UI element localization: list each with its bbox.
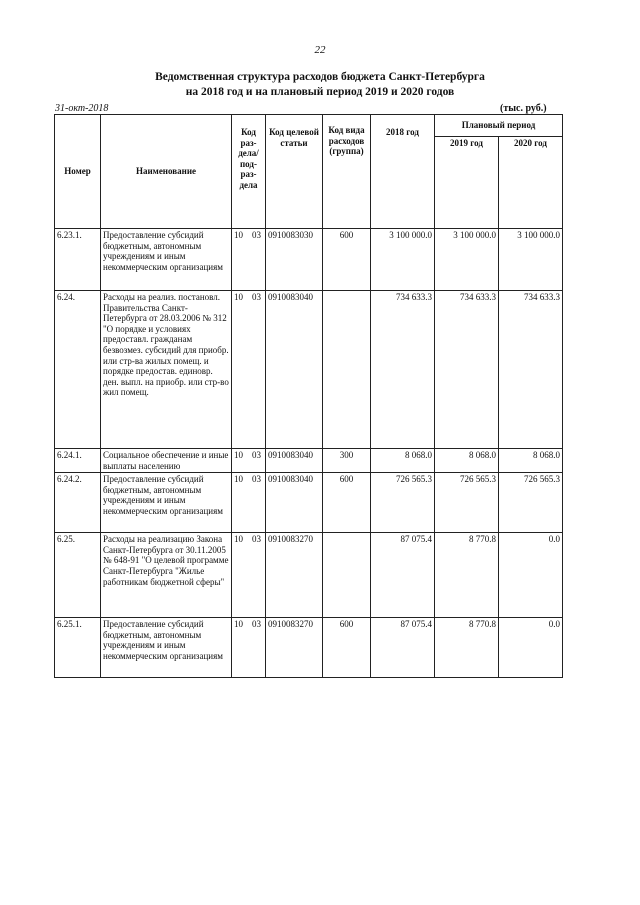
row-2018: 8 068.0 — [371, 449, 435, 473]
row-name: Расходы на реализ. постановл. Правительства Санкт-Петербурга от 28.03.2006 № 312 "О порядке и условиях предоставл. гражданам безвозмез. субсидий для приобр. или стр-ва жилых помещ. и порядке предостав. единовр. ден. выпл. на приобр. или стр-во жил помещ. — [101, 291, 232, 449]
row-section-code — [232, 473, 266, 533]
row-target-code: 0910083270 — [266, 618, 323, 678]
row-subsection: 03 — [252, 230, 261, 240]
row-section-code — [232, 533, 266, 618]
row-section: 10 — [234, 292, 243, 302]
row-subsection: 03 — [252, 474, 261, 485]
row-2018: 726 565.3 — [371, 473, 435, 533]
row-expense-kind: 600 — [323, 473, 371, 533]
row-number: 6.25.1. — [55, 618, 101, 678]
table-row — [55, 291, 563, 449]
row-number: 6.25. — [55, 533, 101, 618]
document-date: 31-окт-2018 — [55, 103, 109, 114]
row-number: 6.23.1. — [55, 229, 101, 291]
table-row — [55, 449, 563, 473]
row-name: Предоставление субсидий бюджетным, автономным учреждениям и иным некоммерческим организациям — [101, 473, 232, 533]
header-number: Номер — [55, 115, 101, 229]
row-2020: 726 565.3 — [499, 473, 563, 533]
header-2019: 2019 год — [435, 137, 499, 229]
row-section-code — [232, 229, 266, 291]
row-2018: 87 075.4 — [371, 533, 435, 618]
row-subsection: 03 — [252, 534, 261, 545]
units-label: (тыс. руб.) — [500, 103, 547, 114]
table-row — [55, 618, 563, 678]
row-target-code: 0910083040 — [266, 473, 323, 533]
row-section-code — [232, 618, 266, 678]
row-2018: 87 075.4 — [371, 618, 435, 678]
table-row — [55, 473, 563, 533]
row-2020: 0.0 — [499, 533, 563, 618]
row-subsection: 03 — [252, 619, 261, 630]
row-section: 10 — [234, 534, 243, 545]
row-subsection: 03 — [252, 450, 261, 460]
row-2019: 734 633.3 — [435, 291, 499, 449]
row-number: 6.24.2. — [55, 473, 101, 533]
row-number: 6.24.1. — [55, 449, 101, 473]
header-2018: 2018 год — [371, 115, 435, 229]
row-2020: 3 100 000.0 — [499, 229, 563, 291]
row-2020: 734 633.3 — [499, 291, 563, 449]
row-expense-kind — [323, 291, 371, 449]
header-name: Наименование — [101, 115, 232, 229]
document-title — [0, 70, 640, 100]
row-section: 10 — [234, 450, 243, 460]
row-2020: 8 068.0 — [499, 449, 563, 473]
row-name: Социальное обеспечение и иные выплаты населению — [101, 449, 232, 473]
title-line-1: Ведомственная структура расходов бюджета Санкт-Петербурга — [155, 71, 485, 83]
row-2019: 726 565.3 — [435, 473, 499, 533]
table-row — [55, 533, 563, 618]
row-subsection: 03 — [252, 292, 261, 302]
title-line-2: на 2018 год и на плановый период 2019 и 2020 годов — [185, 86, 455, 98]
row-target-code: 0910083030 — [266, 229, 323, 291]
row-expense-kind: 600 — [323, 618, 371, 678]
header-2020: 2020 год — [499, 137, 563, 229]
row-2019: 3 100 000.0 — [435, 229, 499, 291]
header-target-code: Код целевой статьи — [266, 115, 323, 229]
row-name: Предоставление субсидий бюджетным, автономным учреждениям и иным некоммерческим организациям — [101, 229, 232, 291]
row-section-code — [232, 291, 266, 449]
row-number: 6.24. — [55, 291, 101, 449]
row-expense-kind: 600 — [323, 229, 371, 291]
row-expense-kind — [323, 533, 371, 618]
row-target-code: 0910083040 — [266, 291, 323, 449]
row-expense-kind: 300 — [323, 449, 371, 473]
row-target-code: 0910083040 — [266, 449, 323, 473]
row-2019: 8 068.0 — [435, 449, 499, 473]
header-expense-kind: Код вида расходов (группа) — [323, 115, 371, 229]
row-2020: 0.0 — [499, 618, 563, 678]
row-target-code: 0910083270 — [266, 533, 323, 618]
page-number: 22 — [314, 44, 326, 56]
table-row — [55, 229, 563, 291]
row-name: Предоставление субсидий бюджетным, автономным учреждениям и иным некоммерческим организациям — [101, 618, 232, 678]
header-planned-period: Плановый период — [435, 115, 563, 137]
row-2018: 734 633.3 — [371, 291, 435, 449]
row-section: 10 — [234, 474, 243, 485]
row-section: 10 — [234, 619, 243, 630]
row-2019: 8 770.8 — [435, 533, 499, 618]
row-name: Расходы на реализацию Закона Санкт-Петербурга от 30.11.2005 № 648-91 "О целевой программе Санкт-Петербурга "Жилье работникам бюджетной сферы" — [101, 533, 232, 618]
row-2018: 3 100 000.0 — [371, 229, 435, 291]
row-section-code — [232, 449, 266, 473]
row-2019: 8 770.8 — [435, 618, 499, 678]
budget-table — [54, 114, 563, 678]
header-section-code: Код раз- дела/ под- раз- дела — [232, 115, 266, 229]
row-section: 10 — [234, 230, 243, 240]
